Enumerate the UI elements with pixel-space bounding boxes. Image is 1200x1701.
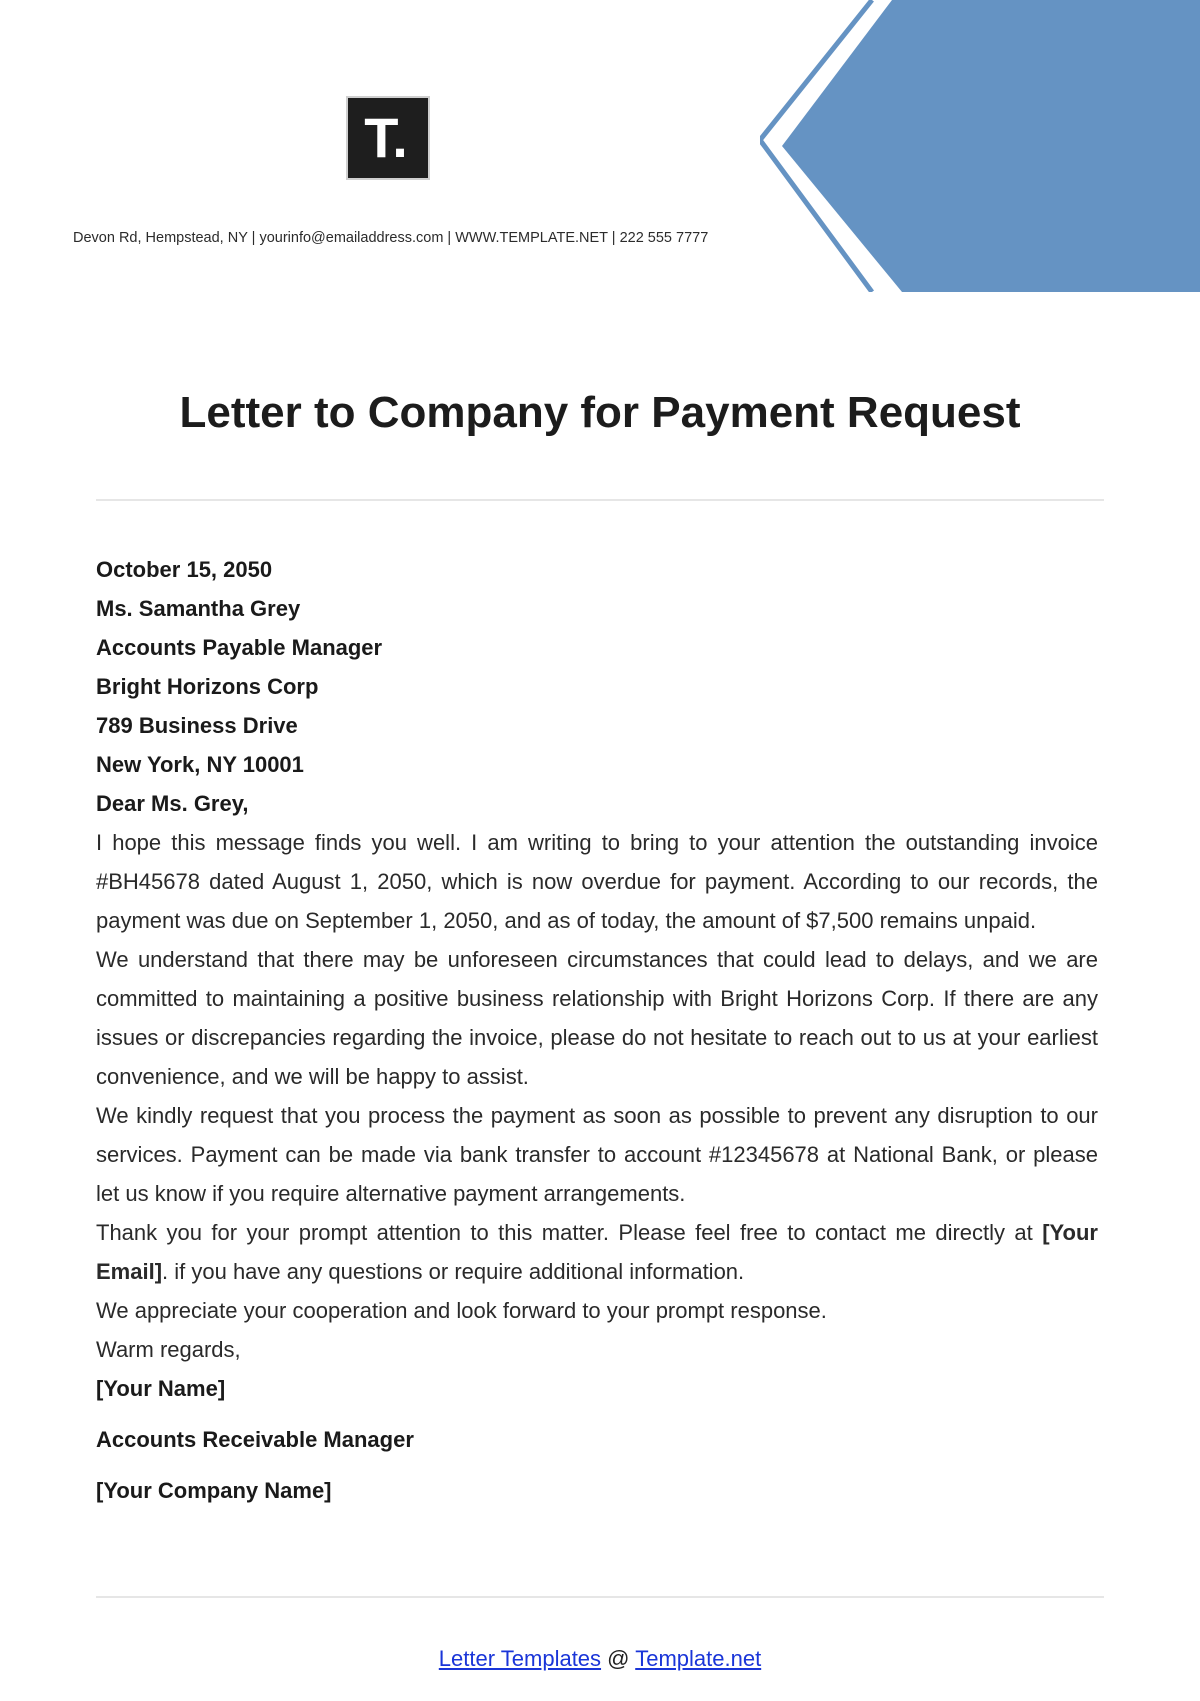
paragraph-5: We appreciate your cooperation and look forward to your prompt response. (96, 1298, 827, 1323)
sender-title: Accounts Receivable Manager (96, 1427, 414, 1452)
recipient-street: 789 Business Drive (96, 713, 298, 738)
paragraph-4-end: . if you have any questions or require additional information. (162, 1259, 745, 1284)
salutation: Dear Ms. Grey, (96, 791, 249, 816)
template-net-link[interactable]: Template.net (635, 1646, 762, 1671)
sender-company: [Your Company Name] (96, 1478, 332, 1503)
paragraph-1: I hope this message finds you well. I am writing to bring to your attention the outstanding invoice #BH45678 dated August 1, 2050, which is now overdue for payment. According to our records, the payment was due on September 1, 2050, and as of today, the amount of $7,500 remains unpaid. (96, 830, 1098, 933)
contact-info: Devon Rd, Hempstead, NY | yourinfo@emailaddress.com | WWW.TEMPLATE.NET | 222 555 7777 (73, 230, 709, 246)
letter-body (96, 550, 1098, 1510)
email-placeholder: [Your Email] (96, 1220, 1098, 1284)
sender-name: [Your Name] (96, 1376, 226, 1401)
paragraph-2: We understand that there may be unforeseen circumstances that could lead to delays, and we are committed to maintaining a positive business relationship with Bright Horizons Corp. If there are any issues or discrepancies regarding the invoice, please do not hesitate to reach out to us at your earliest convenience, and we will be happy to assist. (96, 947, 1098, 1089)
company-logo (346, 96, 430, 180)
footer (0, 1646, 1200, 1672)
divider (96, 1596, 1104, 1598)
divider (96, 499, 1104, 501)
letter-templates-link[interactable]: Letter Templates (438, 1646, 602, 1671)
document-title: Letter to Company for Payment Request (179, 388, 1021, 437)
closing: Warm regards, (96, 1337, 241, 1362)
recipient-city: New York, NY 10001 (96, 752, 304, 777)
letter-date: October 15, 2050 (96, 557, 273, 582)
recipient-name: Ms. Samantha Grey (96, 596, 301, 621)
logo-letter: T. (364, 106, 408, 169)
paragraph-3: We kindly request that you process the payment as soon as possible to prevent any disruption to our services. Payment can be made via bank transfer to account #12345678 at National Bank, or please let us know if you require alternative payment arrangements. (96, 1103, 1098, 1206)
paragraph-4 (96, 1213, 1098, 1291)
paragraph-4-start: Thank you for your prompt attention to this matter. Please feel free to contact me directly at (96, 1220, 1043, 1245)
recipient-title: Accounts Payable Manager (96, 635, 383, 660)
recipient-company: Bright Horizons Corp (96, 674, 319, 699)
header-decorative-shape (760, 0, 1200, 292)
footer-separator: @ (601, 1646, 636, 1671)
